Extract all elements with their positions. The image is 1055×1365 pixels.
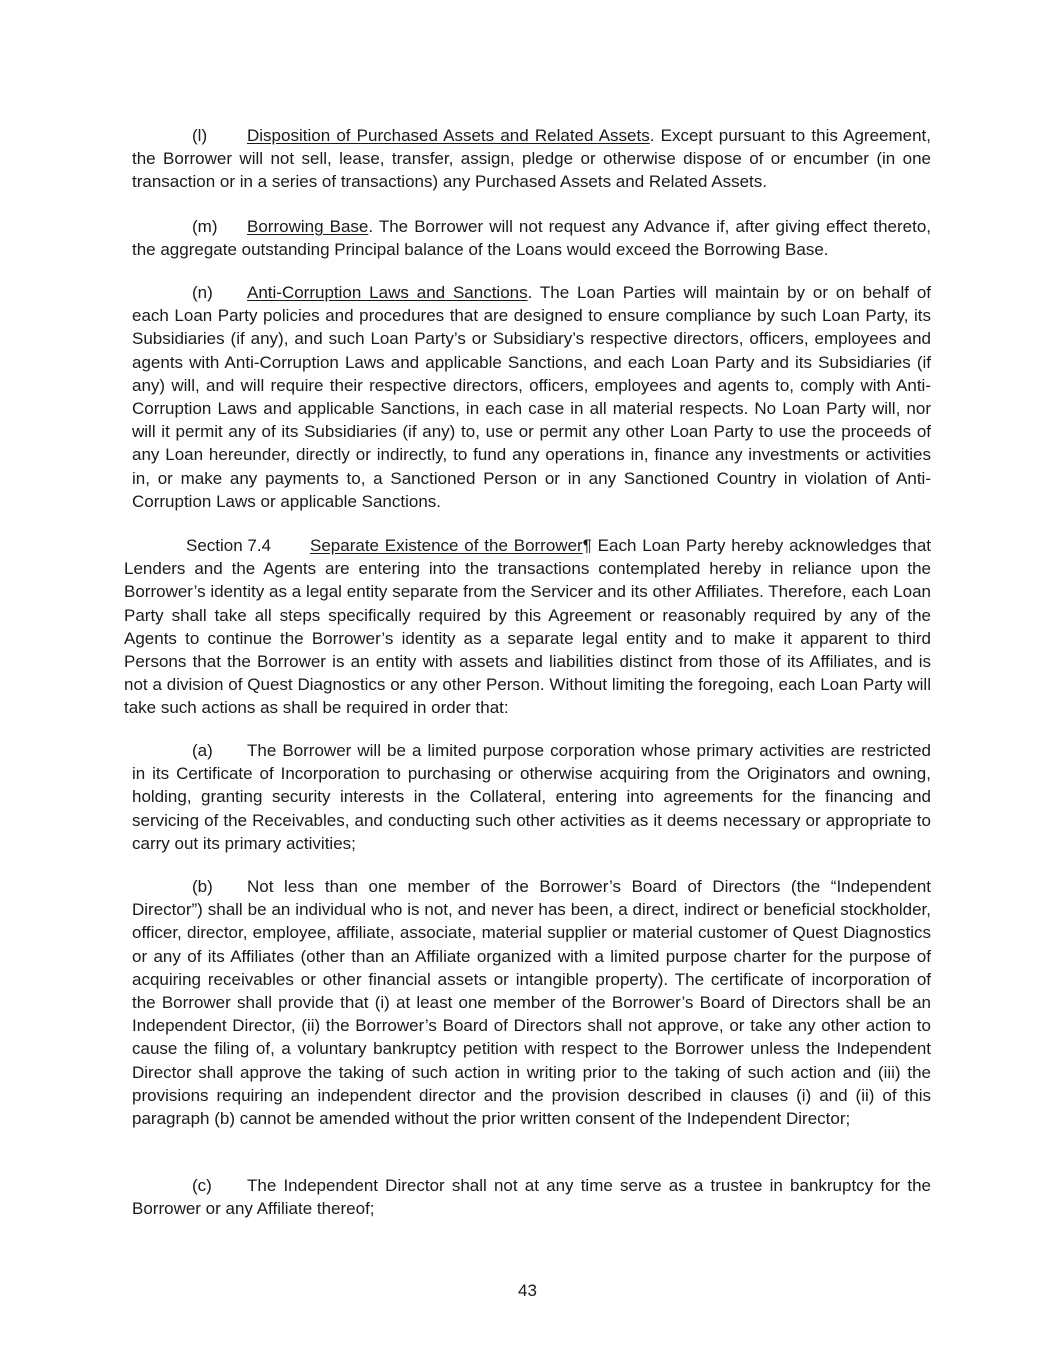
- paragraph-number: (n): [192, 283, 213, 302]
- paragraph-body: The Borrower will be a limited purpose corporation whose primary activities are restricted in its Certificate of Incorporation to purchasing or otherwise acquiring from the Originators and owning, holding, granting security interests in the Collateral, entering into agreements for the financing and servicing of the Receivables, and conducting such other activities as it deems necessary or appropriate to carry out its primary activities;: [132, 741, 931, 853]
- paragraph-heading: Disposition of Purchased Assets and Related Assets: [247, 126, 650, 145]
- paragraph-number: (m): [192, 217, 218, 236]
- paragraph-number: (c): [192, 1176, 212, 1195]
- paragraph-heading: Borrowing Base: [247, 217, 369, 236]
- paragraph-body: . The Borrower will not request any Advance if, after giving effect thereto, the aggregate outstanding Principal balance of the Loans would exceed the Borrowing Base.: [132, 217, 931, 260]
- section-body: Each Loan Party hereby acknowledges that Lenders and the Agents are entering into the transactions contemplated hereby in reliance upon the Borrower’s identity as a legal entity separate from the Servicer and its other Affiliates. Therefore, each Loan Party shall take all steps specifically required by this Agreement or reasonably required by any of the Agents to continue the Borrower’s identity as a separate legal entity and to make it apparent to third Persons that the Borrower is an entity with assets and liabilities distinct from those of its Affiliates, and is not a division of Quest Diagnostics or any other Person. Without limiting the foregoing, each Loan Party will take such actions as shall be required in order that:: [124, 536, 931, 718]
- section-number: Section 7.4: [186, 536, 272, 555]
- section-heading: Separate Existence of the Borrower: [310, 536, 583, 555]
- page-number: 43: [518, 1281, 537, 1300]
- paragraph-number: (b): [192, 877, 213, 896]
- paragraph-number: (a): [192, 741, 213, 760]
- paragraph-body: The Independent Director shall not at any time serve as a trustee in bankruptcy for the Borrower or any Affiliate thereof;: [132, 1176, 931, 1219]
- paragraph-m: [132, 215, 931, 261]
- paragraph-body: . The Loan Parties will maintain by or on behalf of each Loan Party policies and procedures that are designed to ensure compliance by such Loan Party, its Subsidiaries (if any), and such Loan Party’s or Subsidiary’s respective directors, officers, employees and agents with Anti-Corruption Laws and applicable Sanctions, and each Loan Party and its Subsidiaries (if any) will, and will require their respective directors, officers, employees and agents to, comply with Anti-Corruption Laws and applicable Sanctions, in each case in all material respects. No Loan Party will, nor will it permit any of its Subsidiaries (if any) to, use or permit any other Loan Party to use the proceeds of any Loan hereunder, directly or indirectly, to fund any operations in, finance any investments or activities in, or make any payments to, a Sanctioned Person or in any Sanctioned Country in violation of Anti-Corruption Laws or applicable Sanctions.: [132, 283, 932, 511]
- paragraph-a: [132, 739, 931, 855]
- paragraph-body: . Except pursuant to this Agreement, the Borrower will not sell, lease, transfer, assign, pledge or otherwise dispose of or encumber (in one transaction or in a series of transactions) any Purchased Assets and Related Assets.: [132, 126, 931, 192]
- pilcrow-mark: ¶: [582, 536, 592, 555]
- paragraph-number: (l): [192, 126, 208, 145]
- paragraph-body: Not less than one member of the Borrower’s Board of Directors (the “Independent Director”) shall be an individual who is not, and never has been, a direct, indirect or beneficial stockholder, officer, director, employee, affiliate, associate, material supplier or material customer of Quest Diagnostics or any of its Affiliates (other than an Affiliate organized with a limited purpose charter for the purpose of acquiring receivables or other financial assets or intangible property). The certificate of incorporation of the Borrower shall provide that (i) at least one member of the Borrower’s Board of Directors shall be an Independent Director, (ii) the Borrower’s Board of Directors shall not approve, or take any other action to cause the filing of, a voluntary bankruptcy petition with respect to the Borrower unless the Independent Director shall approve the taking of such action in writing prior to the taking of such action and (iii) the provisions requiring an independent director and the provision described in clauses (i) and (ii) of this paragraph (b) cannot be amended without the prior written consent of the Independent Director;: [132, 877, 931, 1129]
- paragraph-c: [132, 1174, 931, 1220]
- paragraph-n: [132, 281, 931, 513]
- paragraph-l: [132, 124, 931, 194]
- section-7-4: [124, 534, 931, 720]
- paragraph-b: [132, 875, 931, 1130]
- paragraph-heading: Anti-Corruption Laws and Sanctions: [247, 283, 528, 302]
